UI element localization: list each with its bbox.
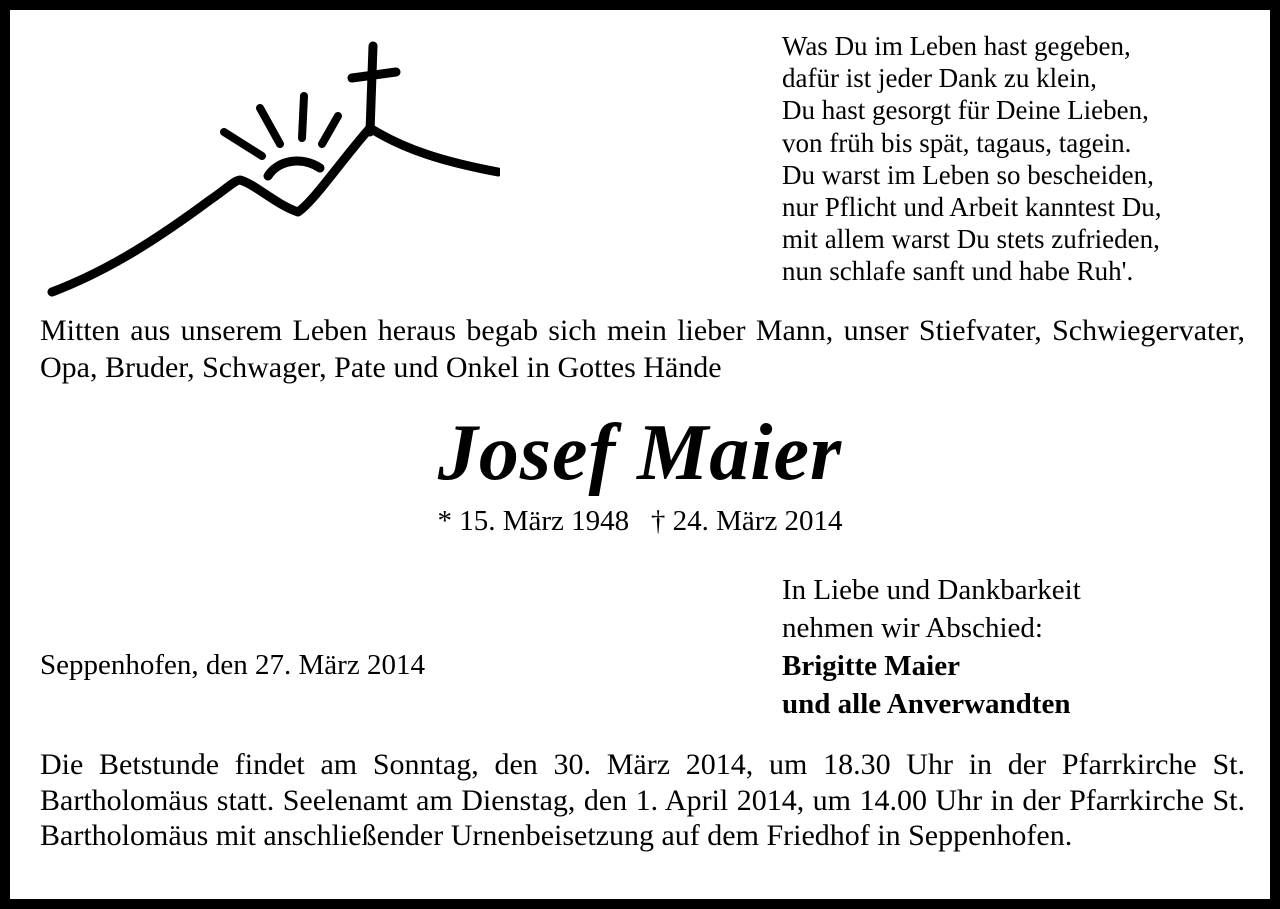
relatives-line: und alle Anverwandten — [782, 688, 1071, 720]
poem-line: von früh bis spät, tagaus, tagein. — [782, 127, 1132, 158]
mourner-name: Brigitte Maier — [782, 650, 960, 682]
cross-sun-mountain-icon — [40, 32, 500, 302]
farewell-line: In Liebe und Dankbarkeit — [782, 574, 1081, 606]
place-and-date: Seppenhofen, den 27. März 2014 — [40, 649, 425, 681]
poem-line: Was Du im Leben hast gegeben, — [782, 31, 1131, 61]
life-dates: * 15. März 1948 † 24. März 2014 — [437, 505, 843, 537]
intro-paragraph: Mitten aus unserem Leben heraus begab sich mein lieber Mann, unser Stiefvater, Schwiegervater, Opa, Bruder, Schwager, Pate und Onkel in Gottes Hände — [40, 314, 1245, 384]
poem-line: nun schlafe sanft und habe Ruh'. — [782, 256, 1134, 287]
obituary-notice — [10, 10, 1270, 899]
poem-line: mit allem warst Du stets zufrieden, — [782, 224, 1160, 255]
memorial-poem — [782, 30, 1252, 288]
farewell-block — [782, 571, 1081, 723]
poem-line: Du hast gesorgt für Deine Lieben, — [782, 95, 1149, 126]
farewell-line: nehmen wir Abschied: — [782, 612, 1043, 644]
poem-line: nur Pflicht und Arbeit kanntest Du, — [782, 192, 1162, 223]
poem-line: Du warst im Leben so bescheiden, — [782, 159, 1154, 190]
service-notice: Die Betstunde findet am Sonntag, den 30. März 2014, um 18.30 Uhr in der Pfarrkirche St. Bartholomäus statt. Seelenamt am Dienstag, den 1. April 2014, um 14.00 Uhr in der Pfarrkirche St. Bartholomäus mit anschließender Urnenbeisetzung auf dem Friedhof in Seppenhofen. — [40, 748, 1245, 852]
poem-line: dafür ist jeder Dank zu klein, — [782, 63, 1097, 94]
deceased-name: Josef Maier — [437, 409, 843, 497]
